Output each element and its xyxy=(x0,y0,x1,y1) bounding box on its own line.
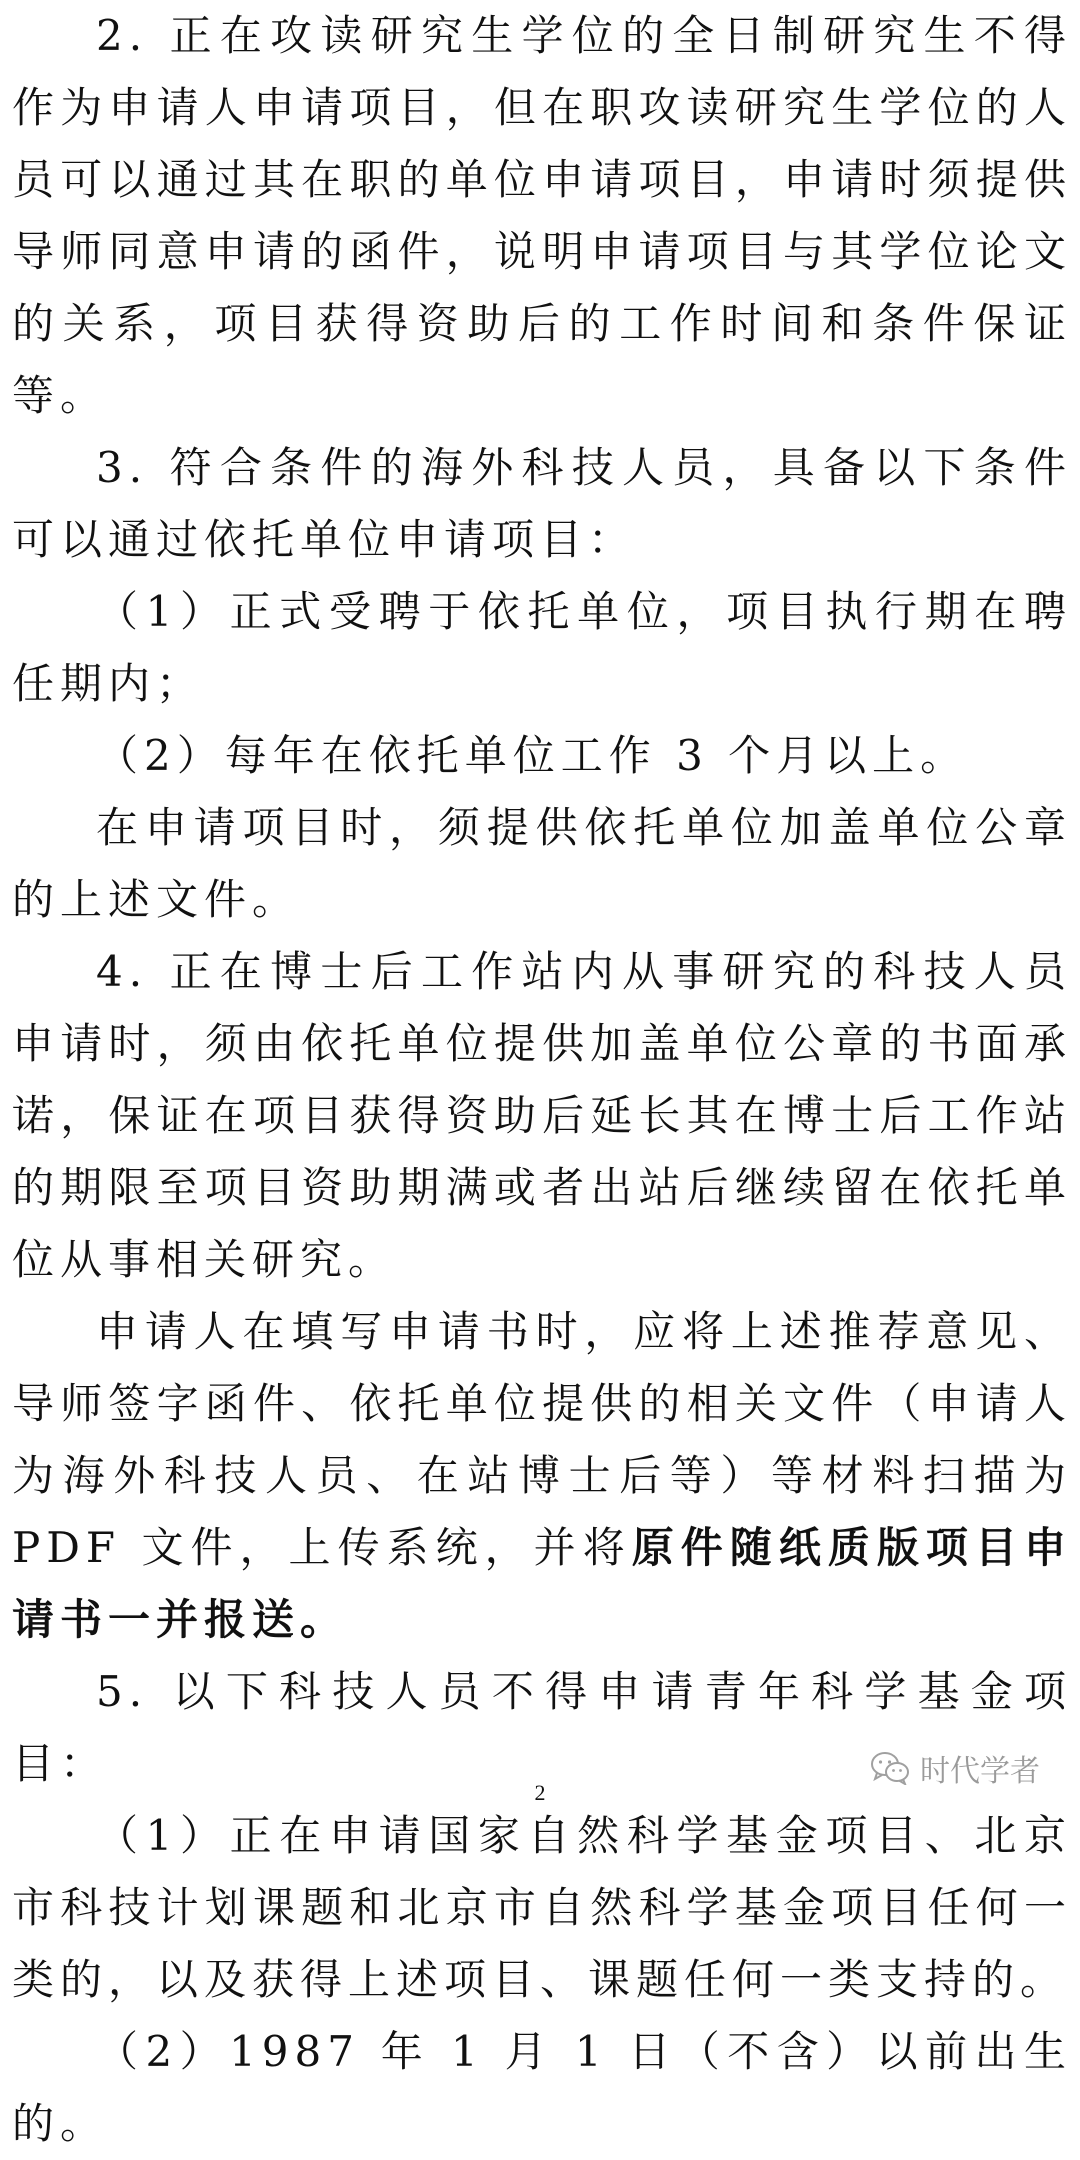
paragraph-upload-materials xyxy=(12,1296,1072,1656)
document-body xyxy=(12,0,1072,2160)
page-number: 2 xyxy=(534,1780,546,1805)
paragraph-3-condition-2: （2）每年在依托单位工作 3 个月以上。 xyxy=(96,731,969,780)
paragraph-5-condition-2: （2）1987 年 1 月 1 日（不含）以前出生的。 xyxy=(12,2027,1072,2148)
paragraph-3-overseas-staff: 3. 符合条件的海外科技人员，具备以下条件可以通过依托单位申请项目： xyxy=(12,443,1072,564)
upload-instructions-text: 申请人在填写申请书时，应将上述推荐意见、导师签字函件、依托单位提供的相关文件（申请人为海外科技人员、在站博士后等）等材料扫描为 PDF 文件，上传系统，并将 xyxy=(12,1307,1072,1572)
paragraph-4-postdoc: 4. 正在博士后工作站内从事研究的科技人员申请时，须由依托单位提供加盖单位公章的书面承诺，保证在项目获得资助后延长其在博士后工作站的期限至项目资助期满或者出站后继续留在依托单位从事相关研究。 xyxy=(12,947,1072,1284)
paragraph-5-condition-1: （1）正在申请国家自然科学基金项目、北京市科技计划课题和北京市自然科学基金项目任何一类的，以及获得上述项目、课题任何一类支持的。 xyxy=(12,1811,1072,2004)
paragraph-5-ineligible: 5. 以下科技人员不得申请青年科学基金项目： xyxy=(12,1667,1072,1788)
watermark-text: 时代学者 xyxy=(920,1754,1040,1789)
paragraph-3-condition-1: （1）正式受聘于依托单位，项目执行期在聘任期内； xyxy=(12,587,1072,708)
paragraph-3-documents: 在申请项目时，须提供依托单位加盖单位公章的上述文件。 xyxy=(12,803,1072,924)
upload-instructions-bold: 原件随纸质版项目申请书一并报送。 xyxy=(12,1523,1072,1644)
paragraph-2-fulltime-students: 2. 正在攻读研究生学位的全日制研究生不得作为申请人申请项目，但在职攻读研究生学位的人员可以通过其在职的单位申请项目，申请时须提供导师同意申请的函件，说明申请项目与其学位论文的关系，项目获得资助后的工作时间和条件保证等。 xyxy=(12,11,1072,420)
